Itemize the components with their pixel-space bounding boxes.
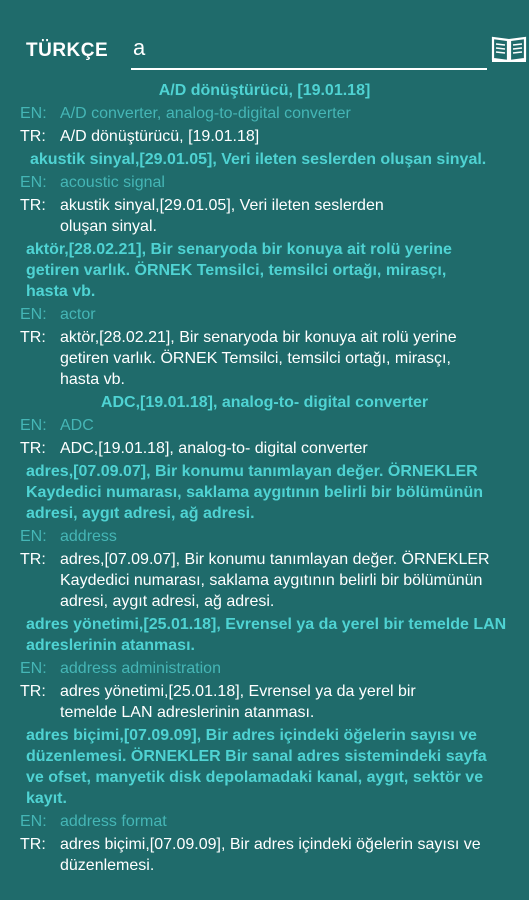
list-item[interactable]: [0, 390, 529, 459]
entry-tr-row: [0, 193, 529, 237]
entry-tr-row: [0, 325, 529, 390]
list-item[interactable]: [0, 612, 529, 723]
list-item[interactable]: [0, 78, 529, 147]
tr-tag: TR:: [20, 128, 46, 145]
entry-headword: A/D dönüştürücü, [19.01.18]: [158, 82, 371, 99]
en-tag: EN:: [20, 660, 47, 677]
entry-en-text: ADC: [60, 417, 94, 434]
entry-en-text: acoustic signal: [60, 174, 165, 191]
entry-en-text: A/D converter, analog-to-digital converter: [60, 105, 351, 122]
en-tag: EN:: [20, 306, 47, 323]
entry-en-text: address administration: [60, 660, 221, 677]
list-item[interactable]: [0, 237, 529, 390]
open-book-icon[interactable]: [491, 34, 527, 62]
entry-en-row: [0, 101, 529, 124]
en-tag: EN:: [20, 105, 47, 122]
entry-headword: ADC,[19.01.18], analog-to- digital converter: [100, 394, 429, 411]
entry-headword: adres,[07.09.07], Bir konumu tanımlayan değer. ÖRNEKLER Kaydedici numarası, saklama aygıtının belirli bir bölümünün adresi, aygıt adresi, ağ adresi.: [26, 463, 483, 522]
entry-tr-row: [0, 832, 529, 876]
tr-tag: TR:: [20, 197, 46, 214]
entry-en-row: [0, 302, 529, 325]
entry-en-text: actor: [60, 306, 96, 323]
entry-en-row: [0, 413, 529, 436]
en-tag: EN:: [20, 528, 47, 545]
entry-headword: aktör,[28.02.21], Bir senaryoda bir konuya ait rolü yerine getiren varlık. ÖRNEK Temsilci, temsilci ortağı, mirasçı, hasta vb.: [26, 241, 452, 300]
en-tag: EN:: [20, 813, 47, 830]
entry-en-row: [0, 170, 529, 193]
entry-tr-row: [0, 547, 529, 612]
entry-tr-row: [0, 436, 529, 459]
entry-headword: adres biçimi,[07.09.09], Bir adres içindeki öğelerin sayısı ve düzenlemesi. ÖRNEKLER Bir sanal adres sistemindeki sayfa ve ofset, manyetik disk depolamadaki kanal, aygıt, sektör ve kayıt.: [26, 727, 487, 807]
tr-tag: TR:: [20, 551, 46, 568]
tr-tag: TR:: [20, 329, 46, 346]
tr-tag: TR:: [20, 836, 46, 853]
entry-tr-text: A/D dönüştürücü, [19.01.18]: [60, 128, 260, 145]
list-item[interactable]: [0, 147, 529, 237]
tr-tag: TR:: [20, 440, 46, 457]
entry-headword: akustik sinyal,[29.01.05], Veri ileten seslerden oluşan sinyal.: [30, 151, 487, 168]
entry-tr-text: adres yönetimi,[25.01.18], Evrensel ya da yerel bir temelde LAN adreslerinin atanması.: [60, 683, 416, 721]
tr-tag: TR:: [20, 683, 46, 700]
en-tag: EN:: [20, 417, 47, 434]
entry-en-text: address: [60, 528, 117, 545]
entry-en-text: address format: [60, 813, 167, 830]
entry-en-row: [0, 656, 529, 679]
entry-tr-row: [0, 124, 529, 147]
entry-en-row: [0, 809, 529, 832]
entry-tr-text: akustik sinyal,[29.01.05], Veri ileten seslerden oluşan sinyal.: [60, 197, 384, 235]
language-label[interactable]: TÜRKÇE: [26, 40, 109, 61]
entry-tr-text: adres,[07.09.07], Bir konumu tanımlayan değer. ÖRNEKLER Kaydedici numarası, saklama aygıtının belirli bir bölümünün adresi, aygıt adresi, ağ adresi.: [60, 551, 490, 610]
search-input[interactable]: [131, 32, 473, 64]
list-item[interactable]: [0, 723, 529, 876]
search-field[interactable]: [131, 28, 487, 70]
entry-en-row: [0, 524, 529, 547]
entry-tr-text: ADC,[19.01.18], analog-to- digital converter: [60, 440, 368, 457]
entry-tr-text: aktör,[28.02.21], Bir senaryoda bir konuya ait rolü yerine getiren varlık. ÖRNEK Temsilci, temsilci ortağı, mirasçı, hasta vb.: [60, 329, 457, 388]
entry-tr-text: adres biçimi,[07.09.09], Bir adres içindeki öğelerin sayısı ve düzenlemesi.: [60, 836, 481, 874]
en-tag: EN:: [20, 174, 47, 191]
app-header: [0, 0, 529, 78]
list-item[interactable]: [0, 459, 529, 612]
entry-headword: adres yönetimi,[25.01.18], Evrensel ya da yerel bir temelde LAN adreslerinin atanması.: [26, 616, 507, 654]
results-list[interactable]: [0, 78, 529, 876]
entry-tr-row: [0, 679, 529, 723]
